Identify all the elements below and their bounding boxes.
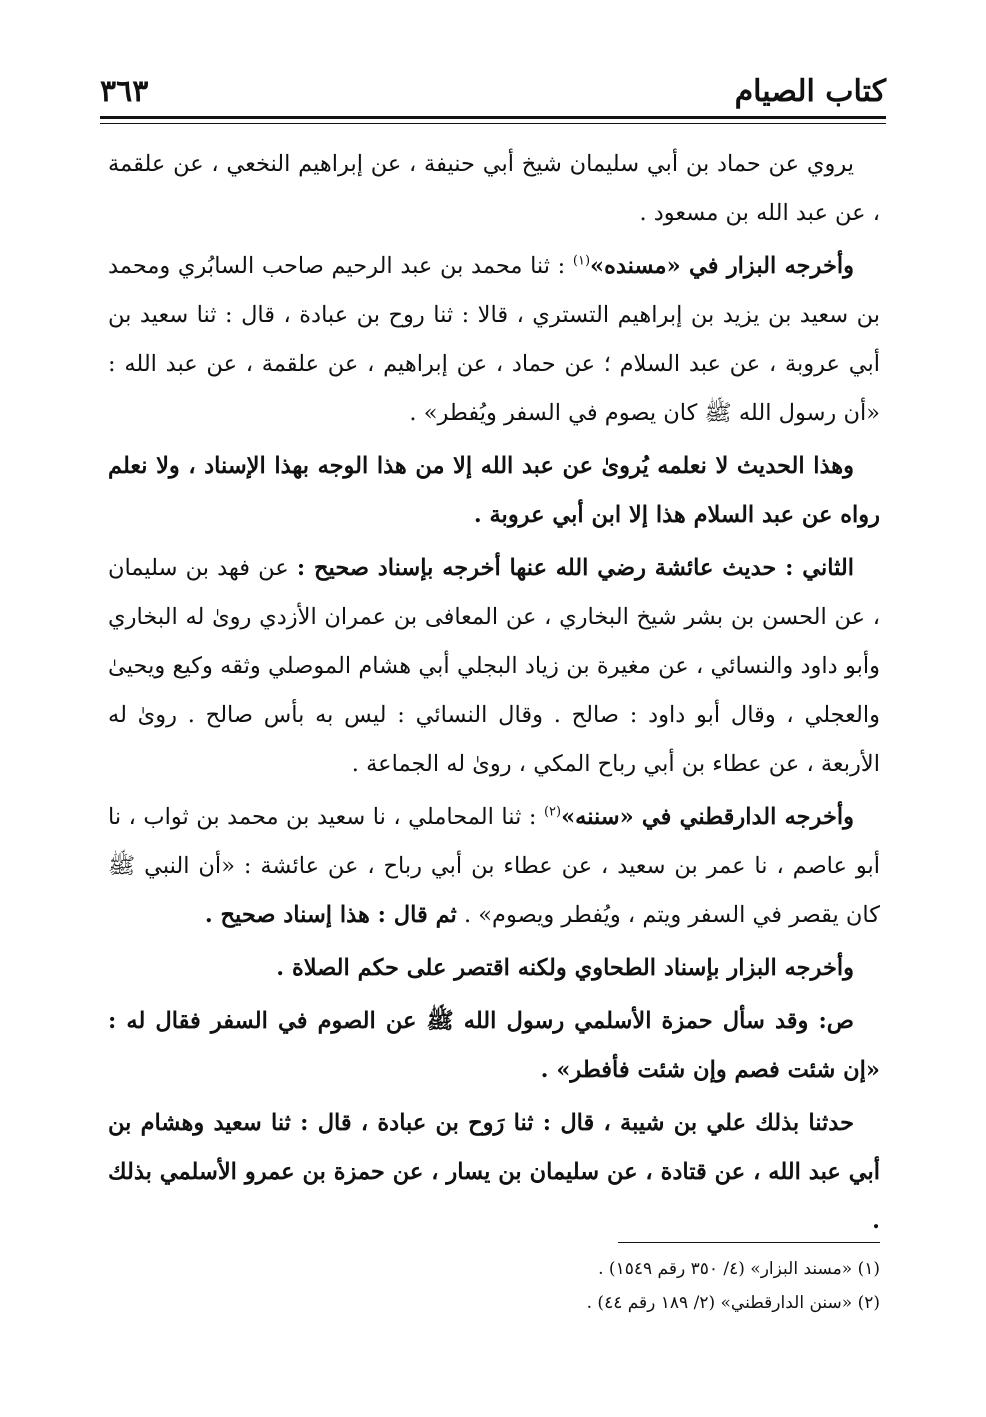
footnotes (108, 1252, 880, 1320)
paragraph-5-text: : ثنا المحاملي ، نا سعيد بن محمد بن ثواب ، نا أبو عاصم ، نا عمر بن سعيد ، عن عطاء بن أبي رباح ، عن عائشة : «أن النبي ﷺ كان يقصر في السفر ويتم ، ويُفطر ويصوم» . (108, 804, 880, 928)
paragraph-2-lead: وأخرجه البزار في «مسنده» (590, 253, 854, 279)
paragraph-5-conclusion: ثم قال : هذا إسناد صحيح . (204, 902, 457, 928)
paragraph-1: يروي عن حماد بن أبي سليمان شيخ أبي حنيفة ، عن إبراهيم النخعي ، عن علقمة ، عن عبد الله بن مسعود . (108, 151, 880, 226)
footnote-2: (٢) «سنن الدارقطني» (٢/ ١٨٩ رقم ٤٤) . (586, 1293, 880, 1313)
paragraph-8: حدثنا بذلك علي بن شيبة ، قال : ثنا رَوح بن عبادة ، قال : ثنا سعيد وهشام بن أبي عبد الله ، عن قتادة ، عن سليمان بن يسار ، عن حمزة بن عمرو الأسلمي بذلك . (108, 1110, 880, 1234)
paragraph-2 (108, 242, 880, 438)
footnote-1: (١) «مسند البزار» (٤/ ٣٥٠ رقم ١٥٤٩) . (598, 1259, 880, 1279)
page-number: ٣٦٣ (100, 74, 149, 109)
paragraph-5 (108, 793, 880, 940)
paragraph-4-text: عن فهد بن سليمان ، عن الحسن بن بشر شيخ البخاري ، عن المعافى بن عمران الأزدي روىٰ له البخاري وأبو داود والنسائي ، عن مغيرة بن زياد البجلي أبي هشام الموصلي وثقه وكيع ويحيىٰ والعجلي ، وقال أبو داود : صالح . وقال النسائي : ليس به بأس صالح . روىٰ له الأربعة ، عن عطاء بن أبي رباح المكي ، روىٰ له الجماعة . (108, 555, 880, 777)
running-header (100, 60, 886, 120)
paragraph-2-text: : ثنا محمد بن عبد الرحيم صاحب السابُري ومحمد بن سعيد بن يزيد بن إبراهيم التستري ، قالا : ثنا روح بن عبادة ، قال : ثنا سعيد بن أبي عروبة ، عن عبد السلام ؛ عن حماد ، عن إبراهيم ، عن علقمة ، عن عبد الله : «أن رسول الله ﷺ كان يصوم في السفر ويُفطر» . (108, 253, 880, 426)
footnote-ref-2: (٢) (543, 804, 562, 820)
header-rule-thin (100, 123, 886, 124)
header-rule-thick (100, 116, 886, 119)
paragraph-6: وأخرجه البزار بإسناد الطحاوي ولكنه اقتصر على حكم الصلاة . (276, 955, 854, 981)
footnote-ref-1: (١) (572, 253, 591, 269)
paragraph-4 (108, 544, 880, 789)
chapter-title: كتاب الصيام (734, 74, 886, 109)
paragraph-3: وهذا الحديث لا نعلمه يُروىٰ عن عبد الله إلا من هذا الوجه بهذا الإسناد ، ولا نعلم رواه عن عبد السلام هذا إلا ابن أبي عروبة . (108, 453, 880, 528)
paragraph-4-lead: الثاني : حديث عائشة رضي الله عنها أخرجه بإسناد صحيح : (296, 555, 855, 581)
paragraph-7: ص: وقد سأل حمزة الأسلمي رسول الله ﷺ عن الصوم في السفر فقال له : «إن شئت فصم وإن شئت فأفطر» . (108, 1008, 880, 1083)
paragraph-5-lead: وأخرجه الدارقطني في «سننه» (561, 804, 854, 830)
main-text (108, 140, 880, 1250)
footnote-rule (618, 1242, 880, 1243)
